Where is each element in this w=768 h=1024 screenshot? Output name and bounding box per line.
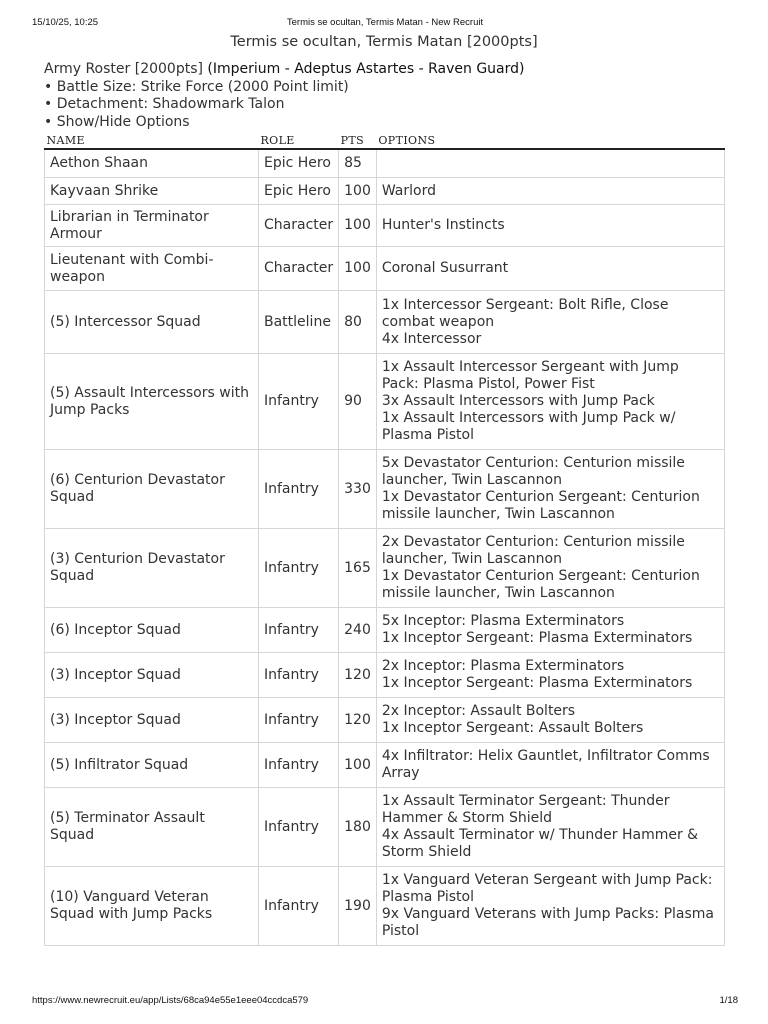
unit-name: Librarian in Terminator Armour xyxy=(45,204,259,246)
unit-name: Lieutenant with Combi-weapon xyxy=(45,246,259,290)
army-roster-line xyxy=(44,61,525,79)
unit-points: 85 xyxy=(339,149,377,177)
unit-name: (5) Intercessor Squad xyxy=(45,290,259,353)
unit-points: 80 xyxy=(339,290,377,353)
print-tab-title: Termis se ocultan, Termis Matan - New Recruit xyxy=(286,17,484,28)
unit-option-line: 1x Inceptor Sergeant: Plasma Exterminators xyxy=(381,630,693,646)
unit-options xyxy=(376,528,724,607)
unit-option-line: 1x Vanguard Veteran Sergeant with Jump Pack: Plasma Pistol xyxy=(381,872,713,905)
unit-points: 240 xyxy=(339,607,377,652)
unit-name: (3) Inceptor Squad xyxy=(45,697,259,742)
unit-role: Character xyxy=(259,246,339,290)
unit-option-line: 3x Assault Intercessors with Jump Pack xyxy=(381,393,655,409)
unit-name: (3) Centurion Devastator Squad xyxy=(45,528,259,607)
unit-row xyxy=(45,528,725,607)
unit-role: Infantry xyxy=(259,652,339,697)
unit-role: Infantry xyxy=(259,697,339,742)
unit-role: Infantry xyxy=(259,353,339,449)
unit-row xyxy=(45,787,725,866)
unit-name: (5) Terminator Assault Squad xyxy=(45,787,259,866)
unit-row xyxy=(45,149,725,177)
unit-option-line: Coronal Susurrant xyxy=(381,260,509,276)
unit-option-line: Hunter's Instincts xyxy=(381,217,505,233)
unit-role: Epic Hero xyxy=(259,149,339,177)
unit-name: (5) Infiltrator Squad xyxy=(45,742,259,787)
unit-option-line: Warlord xyxy=(381,182,436,199)
unit-options xyxy=(376,149,724,177)
unit-table-body xyxy=(45,149,725,945)
unit-option-line: 1x Devastator Centurion Sergeant: Centurion missile launcher, Twin Lascannon xyxy=(381,489,700,522)
unit-option-line: 4x Intercessor xyxy=(381,330,482,347)
unit-options xyxy=(376,449,724,528)
unit-points: 120 xyxy=(339,652,377,697)
unit-option-line: 9x Vanguard Veterans with Jump Packs: Plasma Pistol xyxy=(381,906,714,939)
unit-row xyxy=(45,697,725,742)
unit-option-line: 1x Inceptor Sergeant: Plasma Exterminators xyxy=(381,675,693,691)
unit-role: Infantry xyxy=(259,528,339,607)
unit-row xyxy=(45,742,725,787)
unit-points: 100 xyxy=(339,204,377,246)
unit-option-line: 1x Assault Terminator Sergeant: Thunder Hammer & Storm Shield xyxy=(381,793,670,826)
unit-options xyxy=(376,607,724,652)
unit-role: Infantry xyxy=(259,742,339,787)
unit-option-line: 4x Assault Terminator w/ Thunder Hammer & Storm Shield xyxy=(381,827,699,860)
army-roster-label: Army Roster [2000pts] xyxy=(44,61,203,77)
unit-option-line: 2x Devastator Centurion: Centurion missile launcher, Twin Lascannon xyxy=(381,534,685,567)
unit-points: 190 xyxy=(339,866,377,945)
unit-name: (6) Inceptor Squad xyxy=(45,607,259,652)
header-name: name xyxy=(45,131,259,149)
unit-role: Infantry xyxy=(259,866,339,945)
unit-option-line: 1x Devastator Centurion Sergeant: Centurion missile launcher, Twin Lascannon xyxy=(381,568,700,601)
unit-option-line: 4x Infiltrator: Helix Gauntlet, Infiltrator Comms Array xyxy=(381,748,710,781)
unit-table-header xyxy=(45,131,725,149)
print-footer xyxy=(32,995,738,1009)
unit-name: (10) Vanguard Veteran Squad with Jump Packs xyxy=(45,866,259,945)
unit-points: 100 xyxy=(339,742,377,787)
unit-option-line: 2x Inceptor: Plasma Exterminators xyxy=(381,658,625,674)
unit-option-line: 1x Assault Intercessor Sergeant with Jump Pack: Plasma Pistol, Power Fist xyxy=(381,359,679,392)
header-options: options xyxy=(376,131,724,149)
unit-row xyxy=(45,204,725,246)
unit-row xyxy=(45,449,725,528)
unit-row xyxy=(45,866,725,945)
unit-role: Infantry xyxy=(259,607,339,652)
faction-label: (Imperium - Adeptus Astartes - Raven Guard) xyxy=(207,61,525,77)
roster-info xyxy=(44,61,525,131)
unit-role: Epic Hero xyxy=(259,177,339,204)
unit-options xyxy=(376,353,724,449)
page-url: https://www.newrecruit.eu/app/Lists/68ca94e55e1eee04ccdca579 xyxy=(32,995,309,1006)
print-datetime: 15/10/25, 10:25 xyxy=(32,17,99,28)
unit-row xyxy=(45,246,725,290)
unit-role: Infantry xyxy=(259,449,339,528)
unit-options xyxy=(376,787,724,866)
unit-name: Aethon Shaan xyxy=(45,149,259,177)
unit-options xyxy=(376,177,724,204)
header-pts: pts xyxy=(339,131,377,149)
unit-row xyxy=(45,607,725,652)
battle-size-item: • Battle Size: Strike Force (2000 Point limit) xyxy=(44,79,525,97)
show-hide-options-toggle[interactable]: • Show/Hide Options xyxy=(44,114,525,132)
unit-role: Character xyxy=(259,204,339,246)
unit-role: Battleline xyxy=(259,290,339,353)
header-role: role xyxy=(259,131,339,149)
unit-points: 100 xyxy=(339,246,377,290)
unit-option-line: 1x Assault Intercessors with Jump Pack w/ Plasma Pistol xyxy=(381,410,676,443)
unit-row xyxy=(45,652,725,697)
unit-option-line: 2x Inceptor: Assault Bolters xyxy=(381,703,576,719)
unit-name: Kayvaan Shrike xyxy=(45,177,259,204)
unit-points: 100 xyxy=(339,177,377,204)
detachment-item: • Detachment: Shadowmark Talon xyxy=(44,96,525,114)
unit-role: Infantry xyxy=(259,787,339,866)
unit-points: 120 xyxy=(339,697,377,742)
unit-points: 165 xyxy=(339,528,377,607)
unit-option-line: 5x Inceptor: Plasma Exterminators xyxy=(381,613,625,629)
unit-options xyxy=(376,204,724,246)
unit-options xyxy=(376,246,724,290)
unit-options xyxy=(376,742,724,787)
unit-row xyxy=(45,177,725,204)
unit-points: 180 xyxy=(339,787,377,866)
unit-option-line: 1x Intercessor Sergeant: Bolt Rifle, Close combat weapon xyxy=(381,296,669,330)
unit-options xyxy=(376,697,724,742)
unit-points: 330 xyxy=(339,449,377,528)
unit-name: (6) Centurion Devastator Squad xyxy=(45,449,259,528)
unit-options xyxy=(376,866,724,945)
unit-option-line: 1x Inceptor Sergeant: Assault Bolters xyxy=(381,720,644,736)
unit-options xyxy=(376,652,724,697)
unit-row xyxy=(45,353,725,449)
unit-name: (5) Assault Intercessors with Jump Packs xyxy=(45,353,259,449)
unit-option-line: 5x Devastator Centurion: Centurion missile launcher, Twin Lascannon xyxy=(381,455,685,488)
unit-points: 90 xyxy=(339,353,377,449)
unit-options xyxy=(376,290,724,353)
unit-name: (3) Inceptor Squad xyxy=(45,652,259,697)
page-number: 1/18 xyxy=(719,995,738,1006)
unit-row xyxy=(45,290,725,353)
print-header xyxy=(32,17,738,31)
roster-title: Termis se ocultan, Termis Matan [2000pts] xyxy=(230,34,538,50)
unit-table xyxy=(44,131,725,946)
